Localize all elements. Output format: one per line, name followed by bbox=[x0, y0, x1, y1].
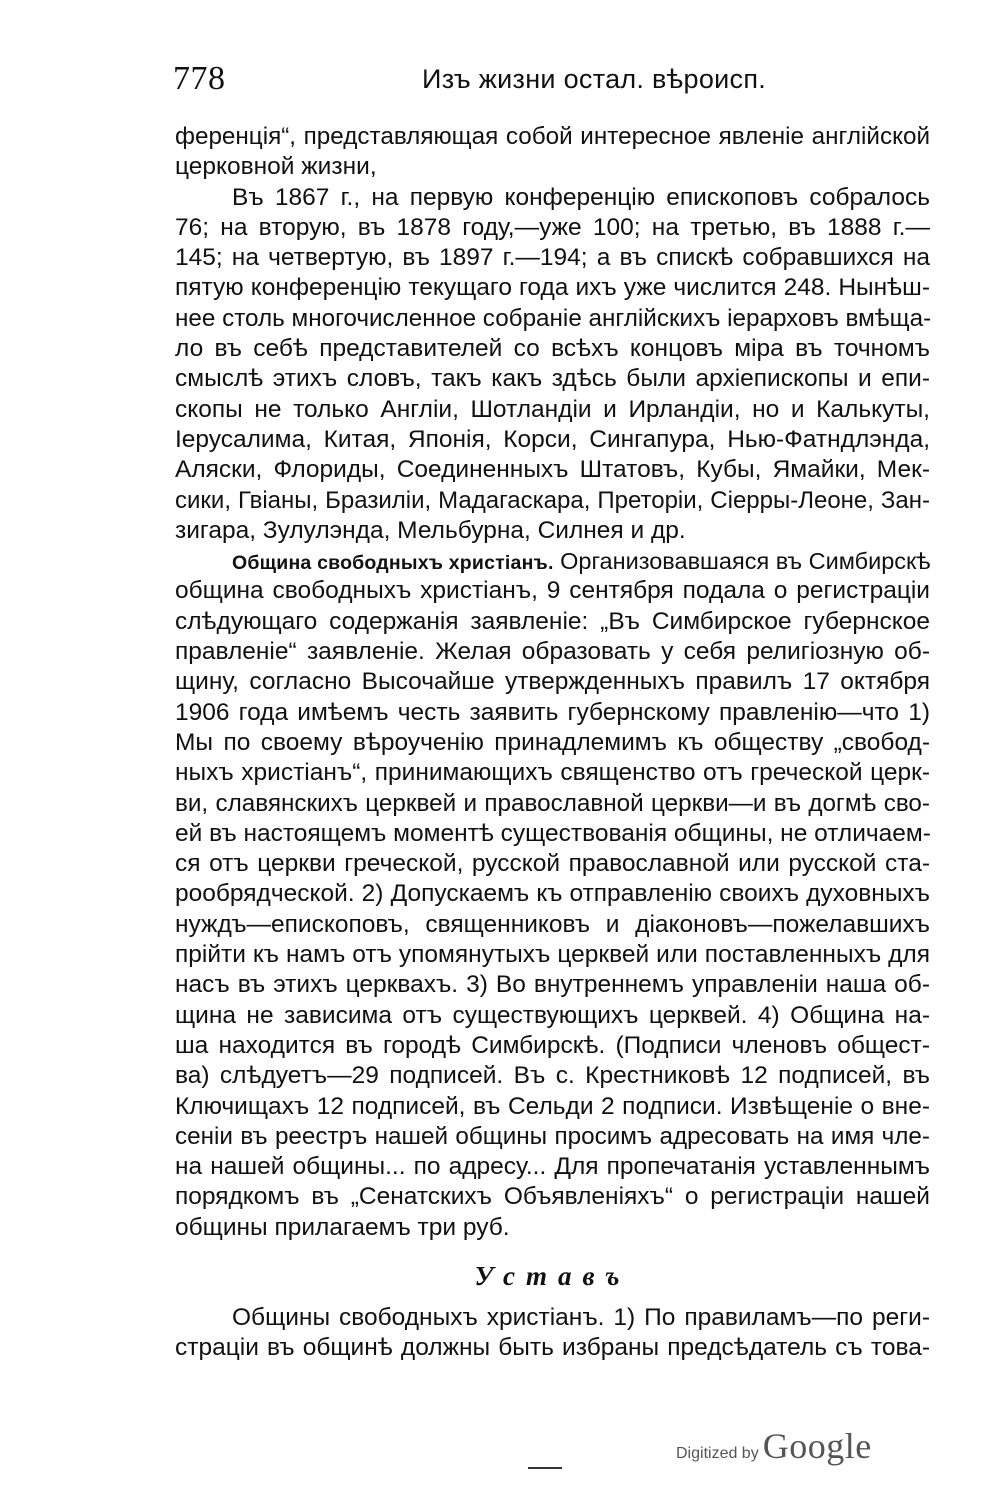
text-line: нуждъ—епископовъ, священниковъ и діаконовъ—пожелавшихъ bbox=[175, 910, 930, 938]
text-line: Въ 1867 г., на первую конференцію епископовъ собралось bbox=[232, 183, 930, 211]
text-line: Іерусалима, Китая, Японія, Корси, Сингапура, Нью-Фатндлэнда, bbox=[175, 425, 930, 453]
running-title: Изъ жизни остал. вѣроисп. bbox=[422, 64, 767, 94]
text-line: церковной жизни, bbox=[175, 153, 377, 181]
paragraph-conference-intro bbox=[175, 122, 930, 183]
body-text bbox=[175, 122, 930, 1364]
text-line: смыслѣ этихъ словъ, такъ какъ здѣсь были архіепископы и епи- bbox=[175, 365, 930, 393]
watermark-brand: Google bbox=[762, 1426, 872, 1466]
section-title: Уставъ bbox=[474, 1260, 631, 1291]
text-line: насъ въ этихъ церквахъ. 3) Во внутреннемъ управленіи наша об- bbox=[175, 971, 930, 999]
text-line: прійти къ намъ отъ упомянутыхъ церквей или поставленныхъ для bbox=[175, 941, 930, 969]
text-line: ференція“, представляющая собой интересное явленіе англійской bbox=[175, 123, 930, 150]
text-line: ва) слѣдуетъ—29 подписей. Въ с. Крестниковѣ 12 подписей, въ bbox=[175, 1062, 930, 1090]
text-line: ша находится въ городѣ Симбирскѣ. (Подписи членовъ общест- bbox=[175, 1031, 930, 1059]
text-line: скопы не только Англіи, Шотландіи и Ирландіи, но и Калькуты, bbox=[175, 395, 930, 423]
text-line: нее столь многочисленное собраніе англійскихъ іерарховъ вмѣща- bbox=[175, 304, 932, 332]
text-line: на нашей общины... по адресу... Для пропечатанія уставленнымъ bbox=[175, 1153, 930, 1181]
text-line: щина не зависима отъ существующихъ церквей. 4) Община на- bbox=[175, 1001, 930, 1029]
text-line: Общины свободныхъ христіанъ. 1) По правиламъ—по реги- bbox=[232, 1303, 930, 1331]
text-line bbox=[175, 546, 930, 576]
text-line: ныхъ христіанъ“, принимающихъ священство отъ греческой церк- bbox=[175, 759, 930, 787]
text-line-rest: Организовавшаяся въ Симбирскѣ bbox=[553, 548, 931, 575]
section-run-in-heading: Община свободныхъ христіанъ. bbox=[232, 552, 554, 575]
text-line: щину, согласно Высочайше утвержденныхъ правилъ 17 октября bbox=[175, 668, 930, 696]
text-line: ло въ себѣ представителей со всѣхъ концовъ міра въ точномъ bbox=[175, 335, 930, 363]
text-line: община свободныхъ христіанъ, 9 сентября подала о регистраціи bbox=[175, 577, 930, 605]
text-line: зигара, Зулулэнда, Мельбурна, Силнея и др. bbox=[175, 516, 686, 544]
page-number: 778 bbox=[173, 60, 226, 97]
text-line: общины прилагаемъ три руб. bbox=[175, 1213, 510, 1241]
text-line: 145; на четвертую, въ 1897 г.—194; а въ спискѣ собравшихся на bbox=[175, 244, 930, 272]
text-line: правленіе“ заявленіе. Желая образовать у себя религіозную об- bbox=[175, 638, 930, 666]
text-line: 76; на вторую, въ 1878 году,—уже 100; на третью, въ 1888 г.— bbox=[175, 213, 930, 241]
text-line: ей въ настоящемъ моментѣ существованія общины, не отличаем- bbox=[175, 819, 931, 847]
paragraph-statute bbox=[175, 1303, 930, 1364]
footer-rule bbox=[528, 1467, 562, 1469]
text-line: рообрядческой. 2) Допускаемъ къ отправленію своихъ духовныхъ bbox=[175, 880, 930, 908]
digitized-watermark bbox=[676, 1425, 872, 1467]
text-line: ся отъ церкви греческой, русской православной или русской ста- bbox=[175, 850, 930, 878]
text-line: Мы по своему вѣроученію принадлемимъ къ обществу „свобод- bbox=[175, 728, 930, 756]
text-line: пятую конференцію текущаго года ихъ уже числится 248. Нынѣш- bbox=[175, 274, 930, 302]
text-line: сики, Гвіаны, Бразиліи, Мадагаскара, Преторіи, Сіерры-Леоне, Зан- bbox=[175, 486, 930, 514]
text-line: ви, славянскихъ церквей и православной церкви—и въ догмѣ сво- bbox=[175, 789, 930, 817]
text-line: Ключищахъ 12 подписей, въ Сельди 2 подписи. Извѣщеніе о вне- bbox=[175, 1092, 930, 1120]
paragraph-conference-stats bbox=[175, 183, 930, 547]
page-header bbox=[170, 60, 930, 104]
text-line: страціи въ общинѣ должны быть избраны предсѣдатель съ това- bbox=[175, 1334, 930, 1362]
text-line: Аляски, Флориды, Соединенныхъ Штатовъ, Кубы, Ямайки, Мек- bbox=[175, 456, 930, 484]
text-line: сеніи въ реестръ нашей общины просимъ адресовать на имя чле- bbox=[175, 1122, 930, 1150]
watermark-prefix: Digitized by bbox=[676, 1445, 759, 1462]
paragraph-free-christians bbox=[175, 546, 930, 1243]
text-line: порядкомъ въ „Сенатскихъ Объявленіяхъ“ о регистраціи нашей bbox=[175, 1183, 930, 1211]
text-line: слѣдующаго содержанія заявленіе: „Въ Симбирское губернское bbox=[175, 607, 930, 635]
text-line: 1906 года имѣемъ честь заявить губернскому правленію—что 1) bbox=[175, 698, 930, 726]
